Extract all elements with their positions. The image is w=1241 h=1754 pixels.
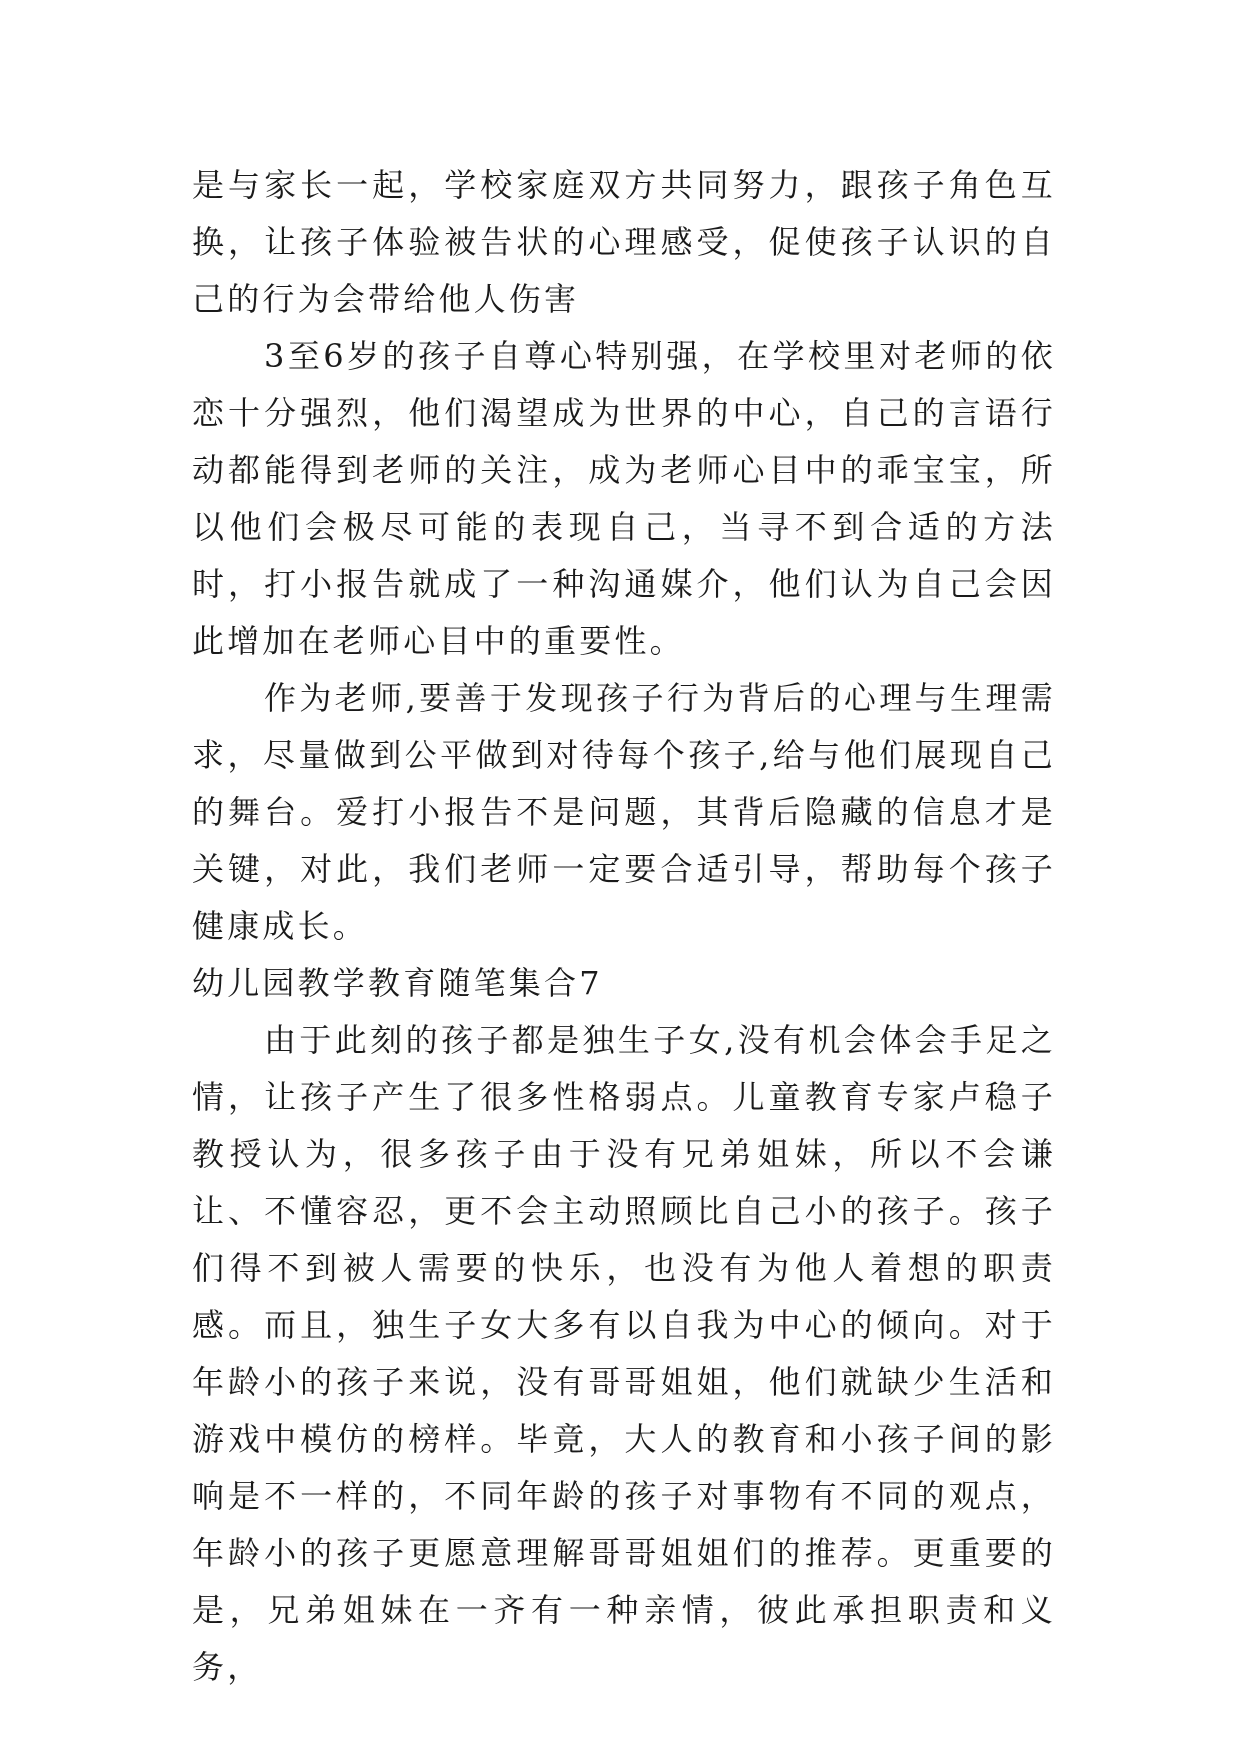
paragraph-only-child: 由于此刻的孩子都是独生子女,没有机会体会手足之情，让孩子产生了很多性格弱点。儿童教育专家卢稳子教授认为，很多孩子由于没有兄弟姐妹，所以不会谦让、不懂容忍，更不会主动照顾比自己小的孩子。孩子们得不到被人需要的快乐，也没有为他人着想的职责感。而且，独生子女大多有以自我为中心的倾向。对于年龄小的孩子来说，没有哥哥姐姐，他们就缺少生活和游戏中模仿的榜样。毕竟，大人的教育和小孩子间的影响是不一样的，不同年龄的孩子对事物有不同的观点，年龄小的孩子更愿意理解哥哥姐姐们的推荐。更重要的是，兄弟姐妹在一齐有一种亲情，彼此承担职责和义务， <box>192 1021 1056 1686</box>
document-body <box>192 157 1056 1696</box>
section-heading: 幼儿园教学教育随笔集合7 <box>192 964 603 1002</box>
paragraph-continuation: 是与家长一起，学校家庭双方共同努力，跟孩子角色互换，让孩子体验被告状的心理感受，促使孩子认识的自己的行为会带给他人伤害 <box>192 166 1056 318</box>
paragraph-self-esteem: 3至6岁的孩子自尊心特别强，在学校里对老师的依恋十分强烈，他们渴望成为世界的中心，自己的言语行动都能得到老师的关注，成为老师心目中的乖宝宝，所以他们会极尽可能的表现自己，当寻不到合适的方法时，打小报告就成了一种沟通媒介，他们认为自己会因此增加在老师心目中的重要性。 <box>192 337 1056 660</box>
paragraph-teacher-role: 作为老师,要善于发现孩子行为背后的心理与生理需求，尽量做到公平做到对待每个孩子,给与他们展现自己的舞台。爱打小报告不是问题，其背后隐藏的信息才是关键，对此，我们老师一定要合适引导，帮助每个孩子健康成长。 <box>192 679 1056 945</box>
